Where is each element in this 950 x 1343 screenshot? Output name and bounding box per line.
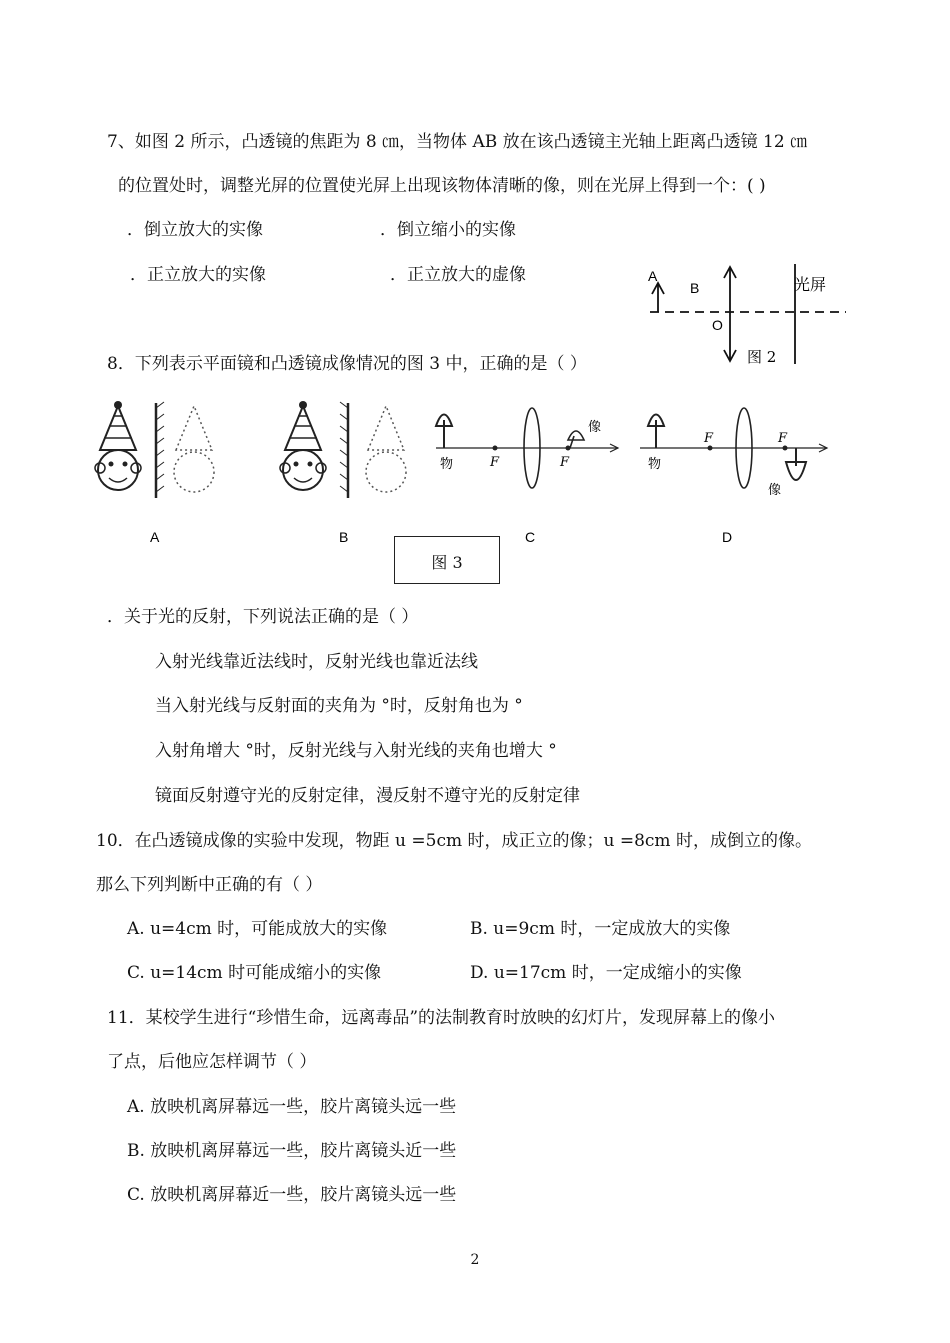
q11-line1: 11．某校学生进行“珍惜生命，远离毒品”的法制教育时放映的幻灯片，发现屏幕上的像小 (107, 1008, 776, 1028)
figure-3-caption: 图 3 (431, 553, 463, 572)
q10-option-d: D. u=17cm 时，一定成缩小的实像 (470, 963, 742, 983)
q9-text: ．关于光的反射，下列说法正确的是（ ） (107, 607, 419, 627)
fig3d-focus-1: F (704, 431, 714, 446)
q7-option-d: ．正立放大的虚像 (390, 265, 526, 285)
label-light-screen: 光屏 (794, 275, 827, 294)
fig3-label-d: D (722, 529, 733, 545)
q10-line1: 10．在凸透镜成像的实验中发现，物距 u =5cm 时，成正立的像；u =8cm 时，成倒立的像。 (96, 831, 812, 851)
fig3-label-a: A (150, 529, 160, 545)
q9-option-b: 当入射光线与反射面的夹角为 °时，反射角也为 ° (155, 696, 523, 716)
q9-option-c: 入射角增大 °时，反射光线与入射光线的夹角也增大 ° (155, 741, 557, 761)
q7-line2: 的位置处时，调整光屏的位置使光屏上出现该物体清晰的像，则在光屏上得到一个：( ) (118, 176, 766, 196)
fig3-label-b: B (339, 529, 349, 545)
q9-option-a: 入射光线靠近法线时，反射光线也靠近法线 (155, 652, 478, 672)
fig3c-focus-1: F (490, 455, 500, 470)
q10-option-a: A. u=4cm 时，可能成放大的实像 (127, 919, 388, 939)
fig3d-focus-2: F (778, 431, 788, 446)
q7-line1: 7、如图 2 所示，凸透镜的焦距为 8 ㎝，当物体 AB 放在该凸透镜主光轴上距离凸透镜 12 ㎝ (107, 132, 808, 152)
option-a-plane-mirror-figure (95, 401, 214, 498)
option-d-convex-lens-figure (640, 408, 827, 498)
q7-option-a: ．倒立放大的实像 (127, 220, 263, 240)
page-number: 2 (470, 1252, 480, 1268)
q11-option-a: A. 放映机离屏幕远一些，胶片离镜头远一些 (127, 1097, 457, 1117)
fig3d-image-label: 像 (768, 483, 782, 498)
label-o: O (712, 317, 723, 333)
q10-line2: 那么下列判断中正确的有（ ） (96, 875, 323, 895)
q10-option-c: C. u=14cm 时可能成缩小的实像 (127, 963, 382, 983)
option-c-convex-lens-figure (436, 408, 618, 488)
label-a: A (648, 268, 658, 284)
fig3-label-c: C (525, 529, 536, 545)
figure-3-caption-box (394, 536, 500, 584)
q11-option-c: C. 放映机离屏幕近一些，胶片离镜头远一些 (127, 1185, 457, 1205)
figure-3-imaging-diagrams (90, 398, 850, 548)
q7-option-c: ．正立放大的实像 (130, 265, 266, 285)
fig3c-focus-2: F (560, 455, 570, 470)
q11-line2: 了点，后他应怎样调节（ ） (107, 1052, 317, 1072)
option-b-plane-mirror-figure (280, 401, 406, 498)
label-b: B (690, 280, 700, 296)
q8-text: 8．下列表示平面镜和凸透镜成像情况的图 3 中，正确的是（ ） (107, 354, 587, 374)
fig3c-object-label: 物 (440, 457, 454, 472)
fig3c-image-label: 像 (588, 420, 602, 435)
q11-option-b: B. 放映机离屏幕远一些，胶片离镜头近一些 (127, 1141, 457, 1161)
q7-option-b: ．倒立缩小的实像 (380, 220, 516, 240)
figure-2-lens-diagram (640, 262, 860, 372)
q10-option-b: B. u=9cm 时，一定成放大的实像 (470, 919, 731, 939)
q9-option-d: 镜面反射遵守光的反射定律，漫反射不遵守光的反射定律 (155, 786, 580, 806)
figure-2-caption: 图 2 (747, 348, 777, 366)
fig3d-object-label: 物 (648, 457, 662, 472)
